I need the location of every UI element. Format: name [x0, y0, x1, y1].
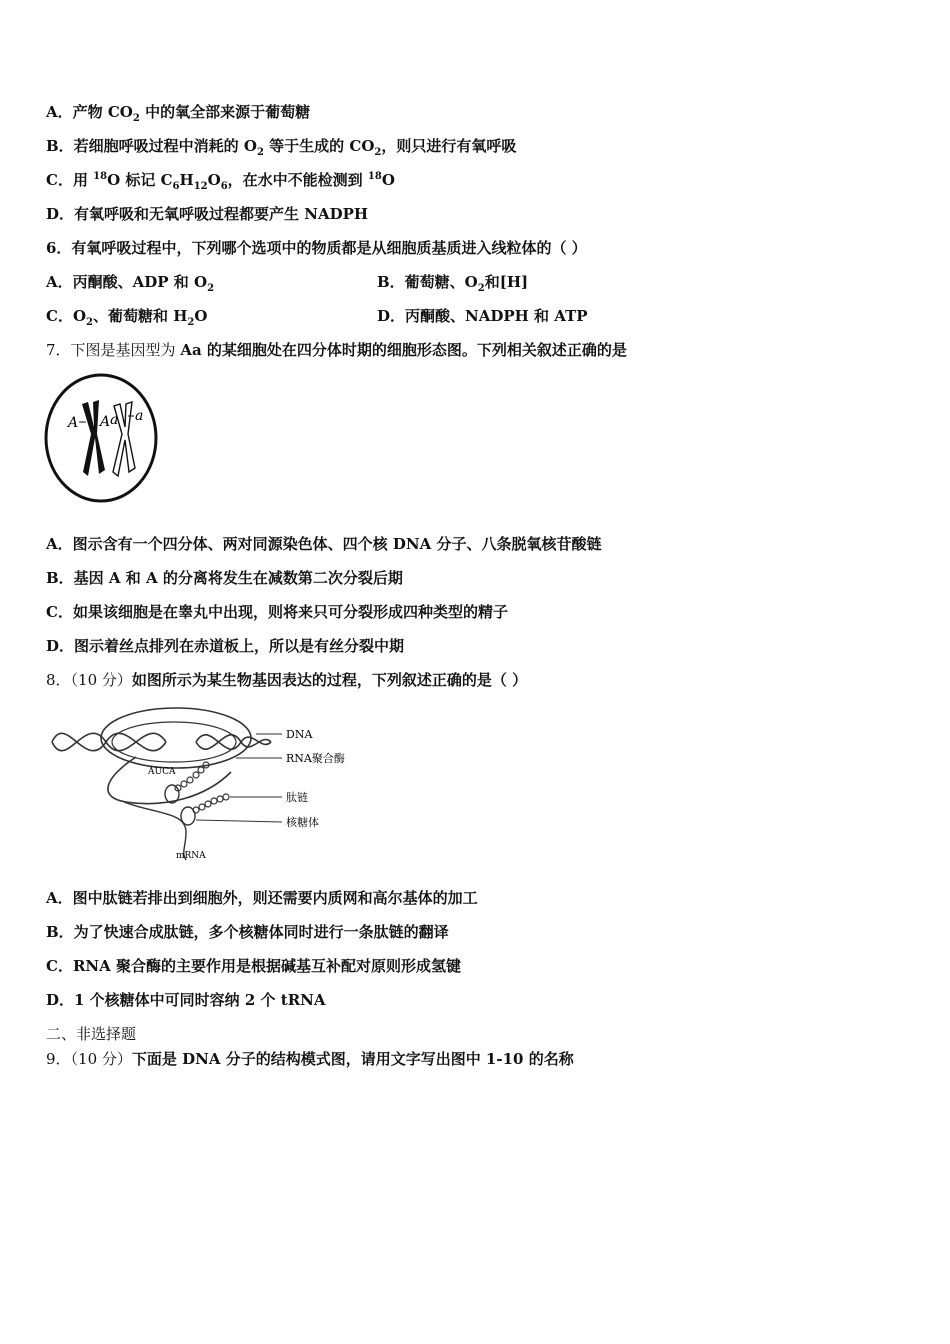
q6-stem: 6．有氧呼吸过程中，下列哪个选项中的物质都是从细胞质基质进入线粒体的（ ）	[46, 239, 587, 257]
q5-option-c: C．用 $^{18}$O 标记 $C_6H_{12}O_6$，在水中不能检测到 $^{18}$O	[46, 171, 395, 192]
allele-label-4: a	[135, 408, 144, 424]
q8-option-c: C．RNA 聚合酶的主要作用是根据碱基互补配对原则形成氢键	[46, 957, 461, 975]
mrna-label: mRNA	[176, 851, 206, 861]
rna-polymerase-label: RNA聚合酶	[286, 752, 345, 765]
q5-option-d: D．有氧呼吸和无氧呼吸过程都要产生 NADPH	[46, 205, 369, 223]
peptide-chain-2	[193, 794, 229, 813]
q5-option-a: A．产物 $CO_2$ 中的氧全部来源于葡萄糖	[46, 103, 311, 124]
q7-option-a: A．图示含有一个四分体、两对同源染色体、四个核 DNA 分子、八条脱氧核苷酸链	[46, 535, 602, 553]
q9-stem: 9．（10 分）下面是 DNA 分子的结构模式图，请用文字写出图中 1-10 的名称	[46, 1050, 574, 1068]
allele-label-3: a	[110, 412, 119, 428]
q6-option-c: C．$O_2$、葡萄糖和 $H_2O$	[46, 307, 208, 328]
cell-outline	[46, 375, 156, 501]
ribosome-label: 核糖体	[286, 816, 319, 829]
q7-stem: 7．下图是基因型为 Aa 的某细胞处在四分体时期的细胞形态图。下列相关叙述正确的是	[46, 341, 627, 359]
ribosome-1	[165, 785, 179, 803]
dna-label: DNA	[286, 728, 313, 741]
allele-label-2: A	[100, 414, 111, 430]
peptide-label: 肽链	[286, 791, 308, 804]
q7-option-c: C．如果该细胞是在睾丸中出现，则将来只可分裂形成四种类型的精子	[46, 603, 508, 621]
q7-option-b: B．基因 A 和 A 的分离将发生在减数第二次分裂后期	[46, 569, 403, 587]
q7-option-d: D．图示着丝点排列在赤道板上，所以是有丝分裂中期	[46, 637, 405, 655]
tetrad-cell-figure	[44, 372, 160, 504]
sequence-label: AUCA	[148, 767, 176, 777]
q6-option-a: A．丙酮酸、ADP 和 $O_2$	[46, 273, 215, 294]
gene-expression-figure	[46, 702, 346, 864]
q8-option-d: D．1 个核糖体中可同时容纳 2 个 tRNA	[46, 991, 326, 1009]
q5-option-b: B．若细胞呼吸过程中消耗的 $O_2$ 等于生成的 $CO_2$，则只进行有氧呼吸	[46, 137, 517, 158]
q8-stem: 8．（10 分）如图所示为某生物基因表达的过程，下列叙述正确的是（ ）	[46, 671, 528, 689]
chromosome-dark	[82, 400, 105, 476]
ribosome-2	[181, 807, 195, 825]
allele-label-1: A	[68, 415, 79, 431]
q6-option-d: D．丙酮酸、NADPH 和 ATP	[377, 307, 588, 325]
section-heading: 二、非选择题	[46, 1025, 137, 1043]
q6-option-b: B．葡萄糖、$O_2$和[H]	[377, 273, 529, 294]
q8-option-b: B．为了快速合成肽链，多个核糖体同时进行一条肽链的翻译	[46, 923, 449, 941]
q8-option-a: A．图中肽链若排出到细胞外，则还需要内质网和高尔基体的加工	[46, 889, 478, 907]
peptide-chain-1	[175, 762, 209, 791]
